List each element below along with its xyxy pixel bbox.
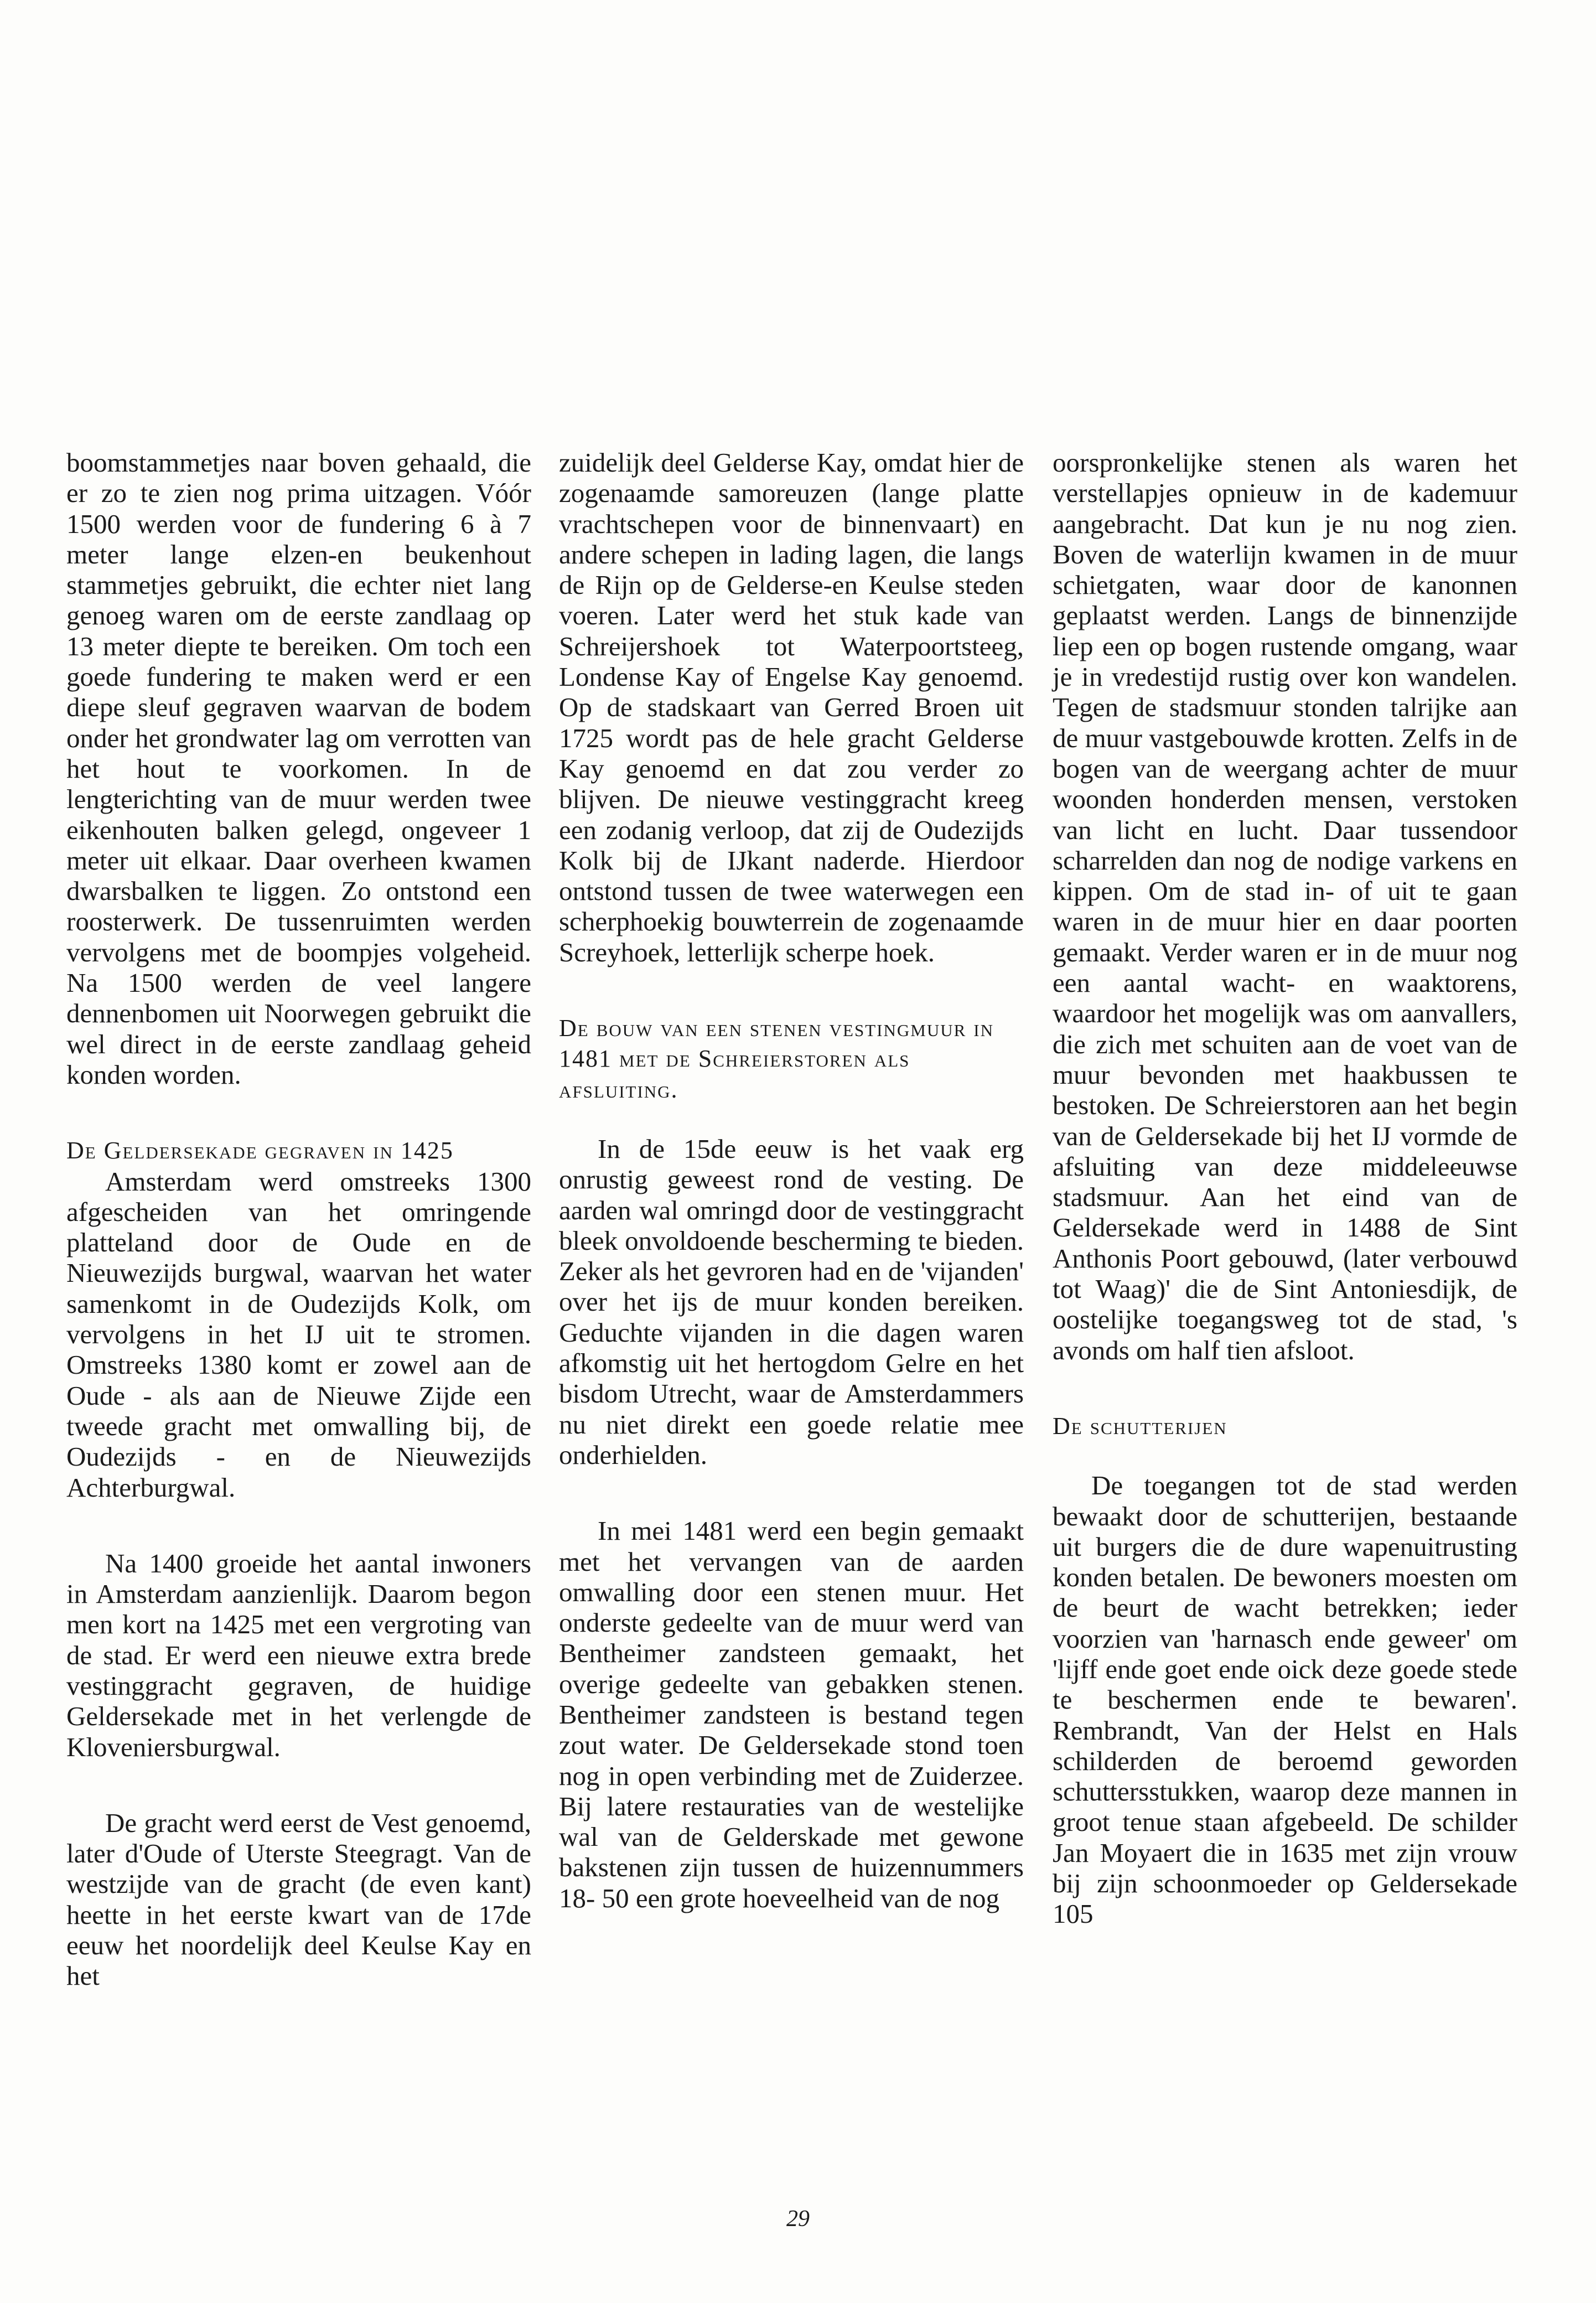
section-heading-vestingmuur: De bouw van een stenen vestingmuur in 1481 met de Schreierstoren als afsluiting.	[559, 1015, 994, 1103]
paragraph: boomstammetjes naar boven gehaald, die er zo te zien nog prima uitzagen. Vóór 1500 werden voor de fundering 6 à 7 meter lange elzen-en beukenhout stammetjes gebruikt, die echter niet lang genoeg waren om de eerste zandlaag op 13 meter diepte te bereiken. Om toch een goede fundering te maken werd er een diepe sleuf gegraven waarvan de bodem onder het grondwater lag om verrotten van het hout te voorkomen. In de lengterichting van de muur werden twee eikenhouten balken gelegd, ongeveer 1 meter uit elkaar. Daar overheen kwamen dwarsbalken te liggen. Zo ontstond een roosterwerk. De tussenruimten werden vervolgens met de boompjes volgeheid. Na 1500 werden de veel langere dennenbomen uit Noorwegen gebruikt die wel direct in de eerste zandlaag geheid konden worden.	[66, 447, 531, 1090]
faded-background-title	[100, 260, 133, 387]
text-column-2	[559, 447, 1024, 1913]
text-column-3	[1053, 447, 1517, 1929]
paragraph: In mei 1481 werd een begin gemaakt met het vervangen van de aarden omwalling door een stenen muur. Het onderste gedeelte van de muur werd van Bentheimer zandsteen gemaakt, het overige gedeelte van gebakken stenen. Bentheimer zandsteen is bestand tegen zout water. De Geldersekade stond toen nog in open verbinding met de Zuiderzee. Bij latere restauraties van de westelijke wal van de Gelderskade met gewone bakstenen zijn tussen de huizennummers 18- 50 een grote hoeveelheid van de nog	[559, 1515, 1024, 1913]
paragraph: De toegangen tot de stad werden bewaakt door de schutterijen, bestaande uit burgers die de dure wapenuitrusting konden betalen. De bewoners moesten om de beurt de wacht betrekken; ieder voorzien van 'harnasch ende geweer' om 'lijff ende goet ende oick deze goede stede te beschermen ende te bewaren'. Rembrandt, Van der Helst en Hals schilderden de beroemd geworden schuttersstukken, waarop deze mannen in groot tenue staan afgebeeld. De schilder Jan Moyaert die in 1635 met zijn vrouw bij zijn schoonmoeder op Geldersekade 105	[1053, 1470, 1517, 1929]
section-heading-geldersekade: De Geldersekade gegraven in 1425	[66, 1137, 454, 1165]
paragraph: zuidelijk deel Gelderse Kay, omdat hier de zogenaamde samoreuzen (lange platte vrachtschepen voor de binnenvaart) en andere schepen in lading lagen, die langs de Rijn op de Gelderse-en Keulse steden voeren. Later werd het stuk kade van Schreijershoek tot Waterpoortsteeg, Londense Kay of Engelse Kay genoemd. Op de stadskaart van Gerred Broen uit 1725 wordt pas de hele gracht Gelderse Kay genoemd en dat zou verder zo blijven. De nieuwe vestinggracht kreeg een zodanig verloop, dat zij de Oudezijds Kolk bij de IJkant naderde. Hierdoor ontstond tussen de twee waterwegen een scherphoekig bouwterrein de zogenaamde Screyhoek, letterlijk scherpe hoek.	[559, 447, 1024, 967]
paragraph: De gracht werd eerst de Vest genoemd, later d'Oude of Uterste Steegragt. Van de westzijde van de gracht (de even kant) heette in het eerste kwart van de 17de eeuw het noordelijk deel Keulse Kay en het	[66, 1807, 531, 1991]
paragraph: Na 1400 groeide het aantal inwoners in Amsterdam aanzienlijk. Daarom begon men kort na 1425 met een vergroting van de stad. Er werd een nieuwe extra brede vestinggracht gegraven, de huidige Geldersekade met in het verlengde de Kloveniersburgwal.	[66, 1548, 531, 1762]
page-number: 29	[786, 2206, 810, 2232]
text-column-1	[66, 447, 531, 1991]
paragraph: In de 15de eeuw is het vaak erg onrustig geweest rond de vesting. De aarden wal omringd door de vestinggracht bleek onvoldoende bescherming te bieden. Zeker als het gevroren had en de 'vijanden' over het ijs de muur konden bereiken. Geduchte vijanden in die dagen waren afkomstig uit het hertogdom Gelre en het bisdom Utrecht, waar de Amsterdammers nu niet direkt een goede relatie mee onderhielden.	[559, 1133, 1024, 1470]
paragraph: oorspronkelijke stenen als waren het verstellapjes opnieuw in de kademuur aangebracht. Dat kun je nu nog zien. Boven de waterlijn kwamen in de muur schietgaten, waar door de kanonnen geplaatst werden. Langs de binnenzijde liep een op bogen rustende omgang, waar je in vredestijd rustig over kon wandelen. Tegen de stadsmuur stonden talrijke aan de muur vastgebouwde krotten. Zelfs in de bogen van de weergang achter de muur woonden honderden mensen, verstoken van licht en lucht. Daar tussendoor scharrelden dan nog de nodige varkens en kippen. Om de stad in- of uit te gaan waren in de muur hier en daar poorten gemaakt. Verder waren er in de muur nog een aantal wacht- en waaktorens, waardoor het mogelijk was om aanvallers, die zich met schuiten aan de voet van de muur bevonden met haakbussen te bestoken. De Schreierstoren aan het begin van de Geldersekade bij het IJ vormde de afsluiting van deze middeleeuwse stadsmuur. Aan het eind van de Geldersekade werd in 1488 de Sint Anthonis Poort gebouwd, (later verbouwd tot Waag)' die de Sint Antoniesdijk, de oostelijke toegangsweg tot de stad, 's avonds om half tien afsloot.	[1053, 447, 1517, 1365]
section-heading-schutterijen: De schutterijen	[1053, 1412, 1227, 1440]
paragraph: Amsterdam werd omstreeks 1300 afgescheiden van het omringende platteland door de Oude en de Nieuwezijds burgwal, waarvan het water samenkomt in de Oudezijds Kolk, om vervolgens in het IJ uit te stromen. Omstreeks 1380 komt er zowel aan de Oude - als aan de Nieuwe Zijde een tweede gracht met omwalling bij, de Oudezijds - en de Nieuwezijds Achterburgwal.	[66, 1166, 531, 1503]
